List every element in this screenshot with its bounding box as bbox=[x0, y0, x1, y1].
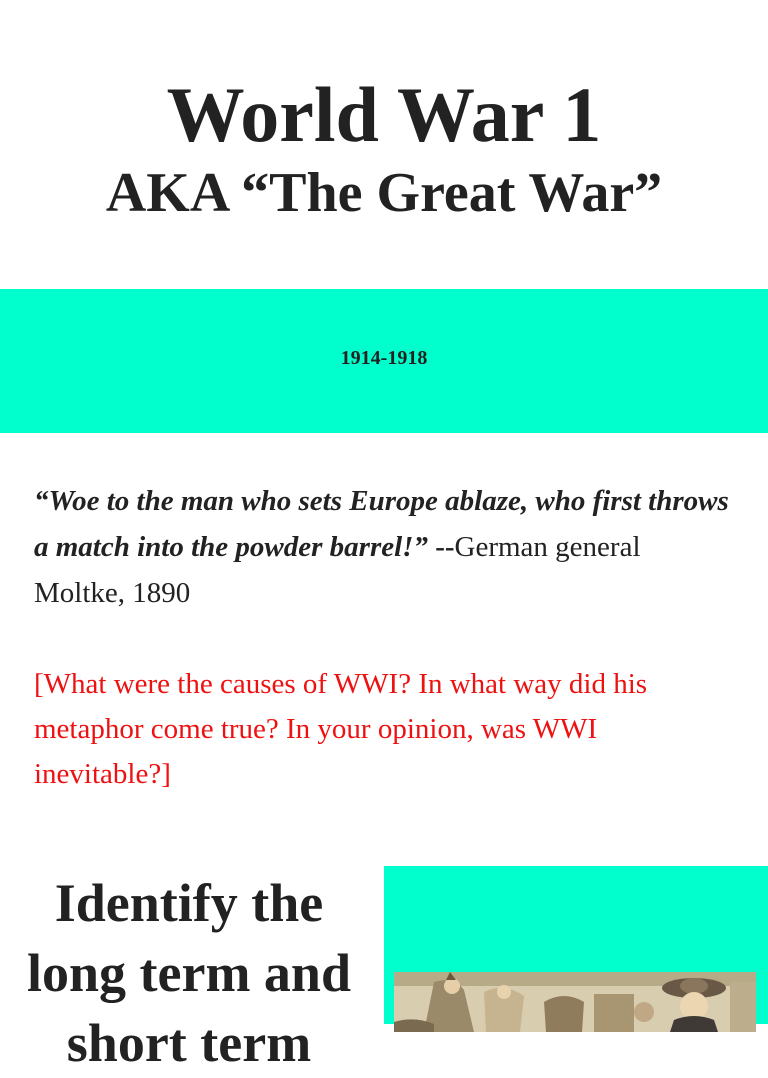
page-subtitle: AKA “The Great War” bbox=[105, 162, 663, 224]
years-text: 1914-1918 bbox=[340, 346, 428, 369]
quote-attribution: German general Moltke, 1890 bbox=[34, 531, 641, 609]
image-panel bbox=[384, 866, 768, 1024]
political-cartoon-image bbox=[394, 972, 756, 1032]
title-block bbox=[0, 70, 768, 226]
discussion-questions: [What were the causes of WWI? In what way did his metaphor come true? In your opinion, was WWI inevitable?] bbox=[34, 668, 648, 790]
cartoon-illustration bbox=[394, 972, 756, 1032]
quote-dash: -- bbox=[427, 531, 455, 563]
page-title: World War 1 bbox=[166, 71, 602, 158]
quote-text: “Woe to the man who sets Europe ablaze, who first throws a match into the powder barrel!” bbox=[34, 485, 729, 563]
identify-heading: Identify the long term and short term bbox=[27, 873, 351, 1073]
moltke-quote bbox=[34, 478, 734, 616]
years-banner bbox=[0, 289, 768, 433]
